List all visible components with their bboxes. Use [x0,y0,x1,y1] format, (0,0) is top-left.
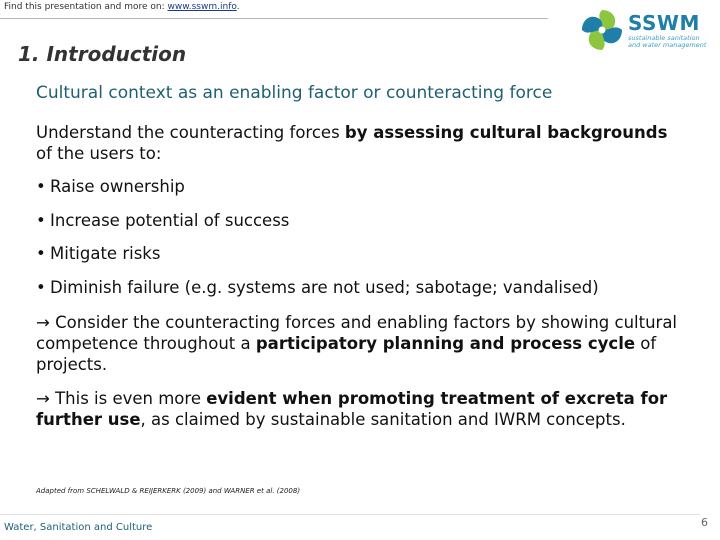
logo-tagline-line2: and water management [628,41,707,49]
footer-title: Water, Sanitation and Culture [4,522,153,533]
arrow1-text-bold: participatory planning and process cycle [255,334,636,353]
intro-paragraph [36,122,686,164]
right-arrow-icon: → [36,389,56,408]
bullet-item [36,177,185,196]
footer-divider [0,514,700,515]
slide-subtitle: Cultural context as an enabling factor or counteracting force [36,83,553,103]
bullet-item [36,244,160,263]
bullet-text: Diminish failure (e.g. systems are not used; sabotage; vandalised) [50,278,599,297]
source-citation: Adapted from SCHELWALD & REIJERKERK (2009) and WARNER et al. (2008) [36,487,301,495]
intro-text-bold: by assessing cultural backgrounds [344,123,668,142]
intro-text-3: of the users to: [36,144,162,163]
bullet-dot-icon: • [36,278,46,297]
bullet-text: Mitigate risks [50,244,161,263]
bullet-dot-icon: • [36,244,46,263]
arrow1-text-3: of projects. [36,334,657,374]
header-prefix: Find this presentation and more on: [4,2,165,12]
sswm-link[interactable]: www.sswm.info [167,2,237,12]
section-title: 1. Introduction [18,42,187,66]
bullet-dot-icon: • [36,177,46,196]
bullet-item [36,278,599,297]
arrow-paragraph-2 [36,388,686,430]
right-arrow-icon: → [36,313,56,332]
arrow-paragraph-1 [36,312,686,375]
bullet-text: Raise ownership [50,177,185,196]
header-divider [0,18,548,19]
arrow2-text-3: , as claimed by sustainable sanitation and IWRM concepts. [140,410,626,429]
logo-wordmark: SSWM [628,11,700,35]
logo-tagline [628,35,706,49]
bullet-dot-icon: • [36,211,46,230]
top-header [4,2,240,12]
header-suffix: . [236,2,240,12]
sswm-swirl-logo-icon [578,6,626,54]
bullet-text: Increase potential of success [50,211,290,230]
intro-text-1: Understand the counteracting forces [36,123,345,142]
bullet-item [36,211,289,230]
sswm-logo [578,4,720,56]
arrow2-text-bold: evident when promoting treatment of excreta for further use [36,389,668,429]
page-number: 6 [701,516,708,529]
logo-tagline-line1: sustainable sanitation [628,34,700,42]
arrow2-text-1: This is even more [55,389,207,408]
arrow1-text-1: Consider the counteracting forces and enabling factors by showing cultural competence throughout a [36,313,678,353]
